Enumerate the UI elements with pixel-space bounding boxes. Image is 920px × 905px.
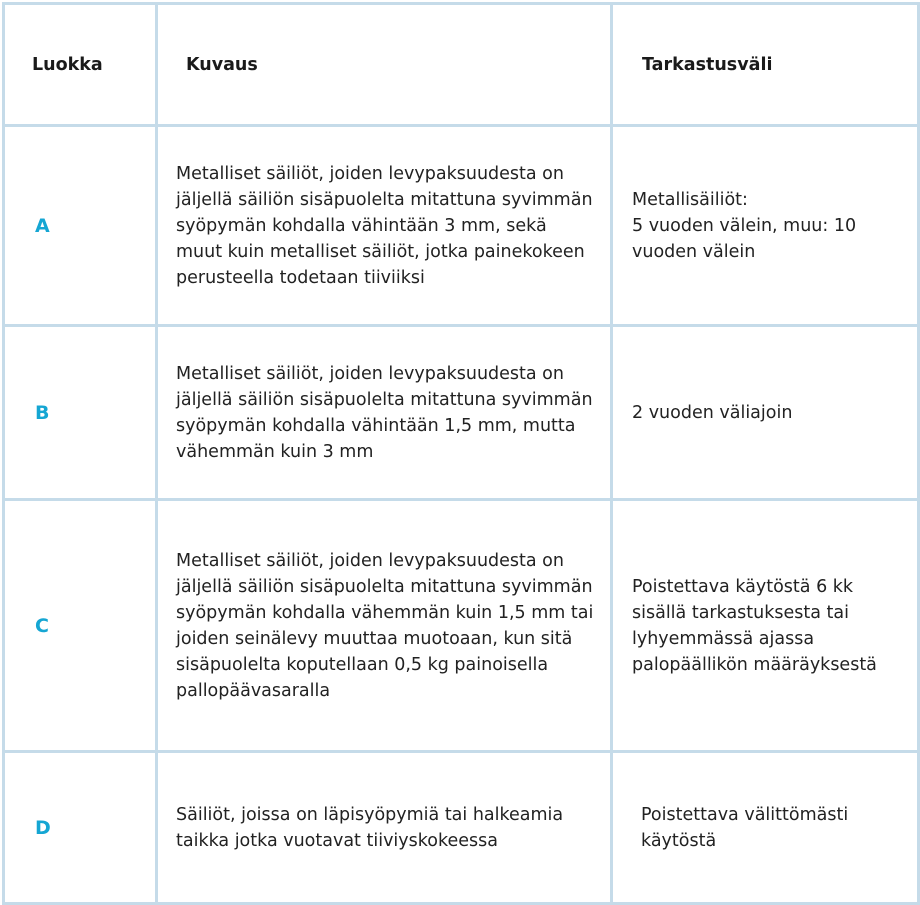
table-row [4,500,919,752]
interval-line: Poistettava välittömästi [641,804,849,825]
description-line: syöpymän kohdalla vähemmän kuin 1,5 mm tai [176,602,594,623]
description-line: pallopäävasaralla [176,680,331,701]
interval-line: Poistettava käytöstä 6 kk [632,576,854,597]
description-line: muut kuin metalliset säiliöt, jotka painekokeen [176,241,585,262]
description-line: Metalliset säiliöt, joiden levypaksuudesta on [176,163,564,184]
description-line: jäljellä säiliön sisäpuolelta mitattuna syvimmän [176,389,593,410]
interval-line: lyhyemmässä ajassa [632,628,815,649]
interval-line: käytöstä [641,830,717,851]
interval-cell [612,326,919,500]
class-label: D [4,752,157,904]
interval-line: vuoden välein [632,241,756,262]
description-line: jäljellä säiliön sisäpuolelta mitattuna syvimmän [176,576,593,597]
interval-line: palopäällikön määräyksestä [632,654,877,675]
interval-line: 2 vuoden väliajoin [632,402,793,423]
description-line: syöpymän kohdalla vähintään 1,5 mm, mutta [176,415,576,436]
description-cell [157,752,612,904]
description-line: Metalliset säiliöt, joiden levypaksuudesta on [176,363,564,384]
description-line: perusteella todetaan tiiviiksi [176,267,425,288]
table-row [4,752,919,904]
class-label: A [4,126,157,326]
header-row [4,4,919,126]
interval-line: Metallisäiliöt: [632,189,748,210]
description-line: sisäpuolelta koputellaan 0,5 kg painoisella [176,654,549,675]
description-line: vähemmän kuin 3 mm [176,441,374,462]
description-cell [157,500,612,752]
interval-line: sisällä tarkastuksesta tai [632,602,849,623]
class-label: B [4,326,157,500]
interval-cell [612,126,919,326]
description-cell [157,126,612,326]
interval-line: 5 vuoden välein, muu: 10 [632,215,857,236]
interval-cell [612,752,919,904]
interval-cell [612,500,919,752]
description-line: Metalliset säiliöt, joiden levypaksuudesta on [176,550,564,571]
header-class: Luokka [4,4,157,126]
description-line: syöpymän kohdalla vähintään 3 mm, sekä [176,215,547,236]
class-label: C [4,500,157,752]
header-interval: Tarkastusväli [612,4,919,126]
description-line: joiden seinälevy muuttaa muotoaan, kun sitä [176,628,573,649]
table-row [4,126,919,326]
table-row [4,326,919,500]
description-cell [157,326,612,500]
inspection-table [2,2,920,905]
description-line: taikka jotka vuotavat tiiviyskokeessa [176,830,498,851]
description-line: jäljellä säiliön sisäpuolelta mitattuna syvimmän [176,189,593,210]
header-description: Kuvaus [157,4,612,126]
description-line: Säiliöt, joissa on läpisyöpymiä tai halkeamia [176,804,564,825]
